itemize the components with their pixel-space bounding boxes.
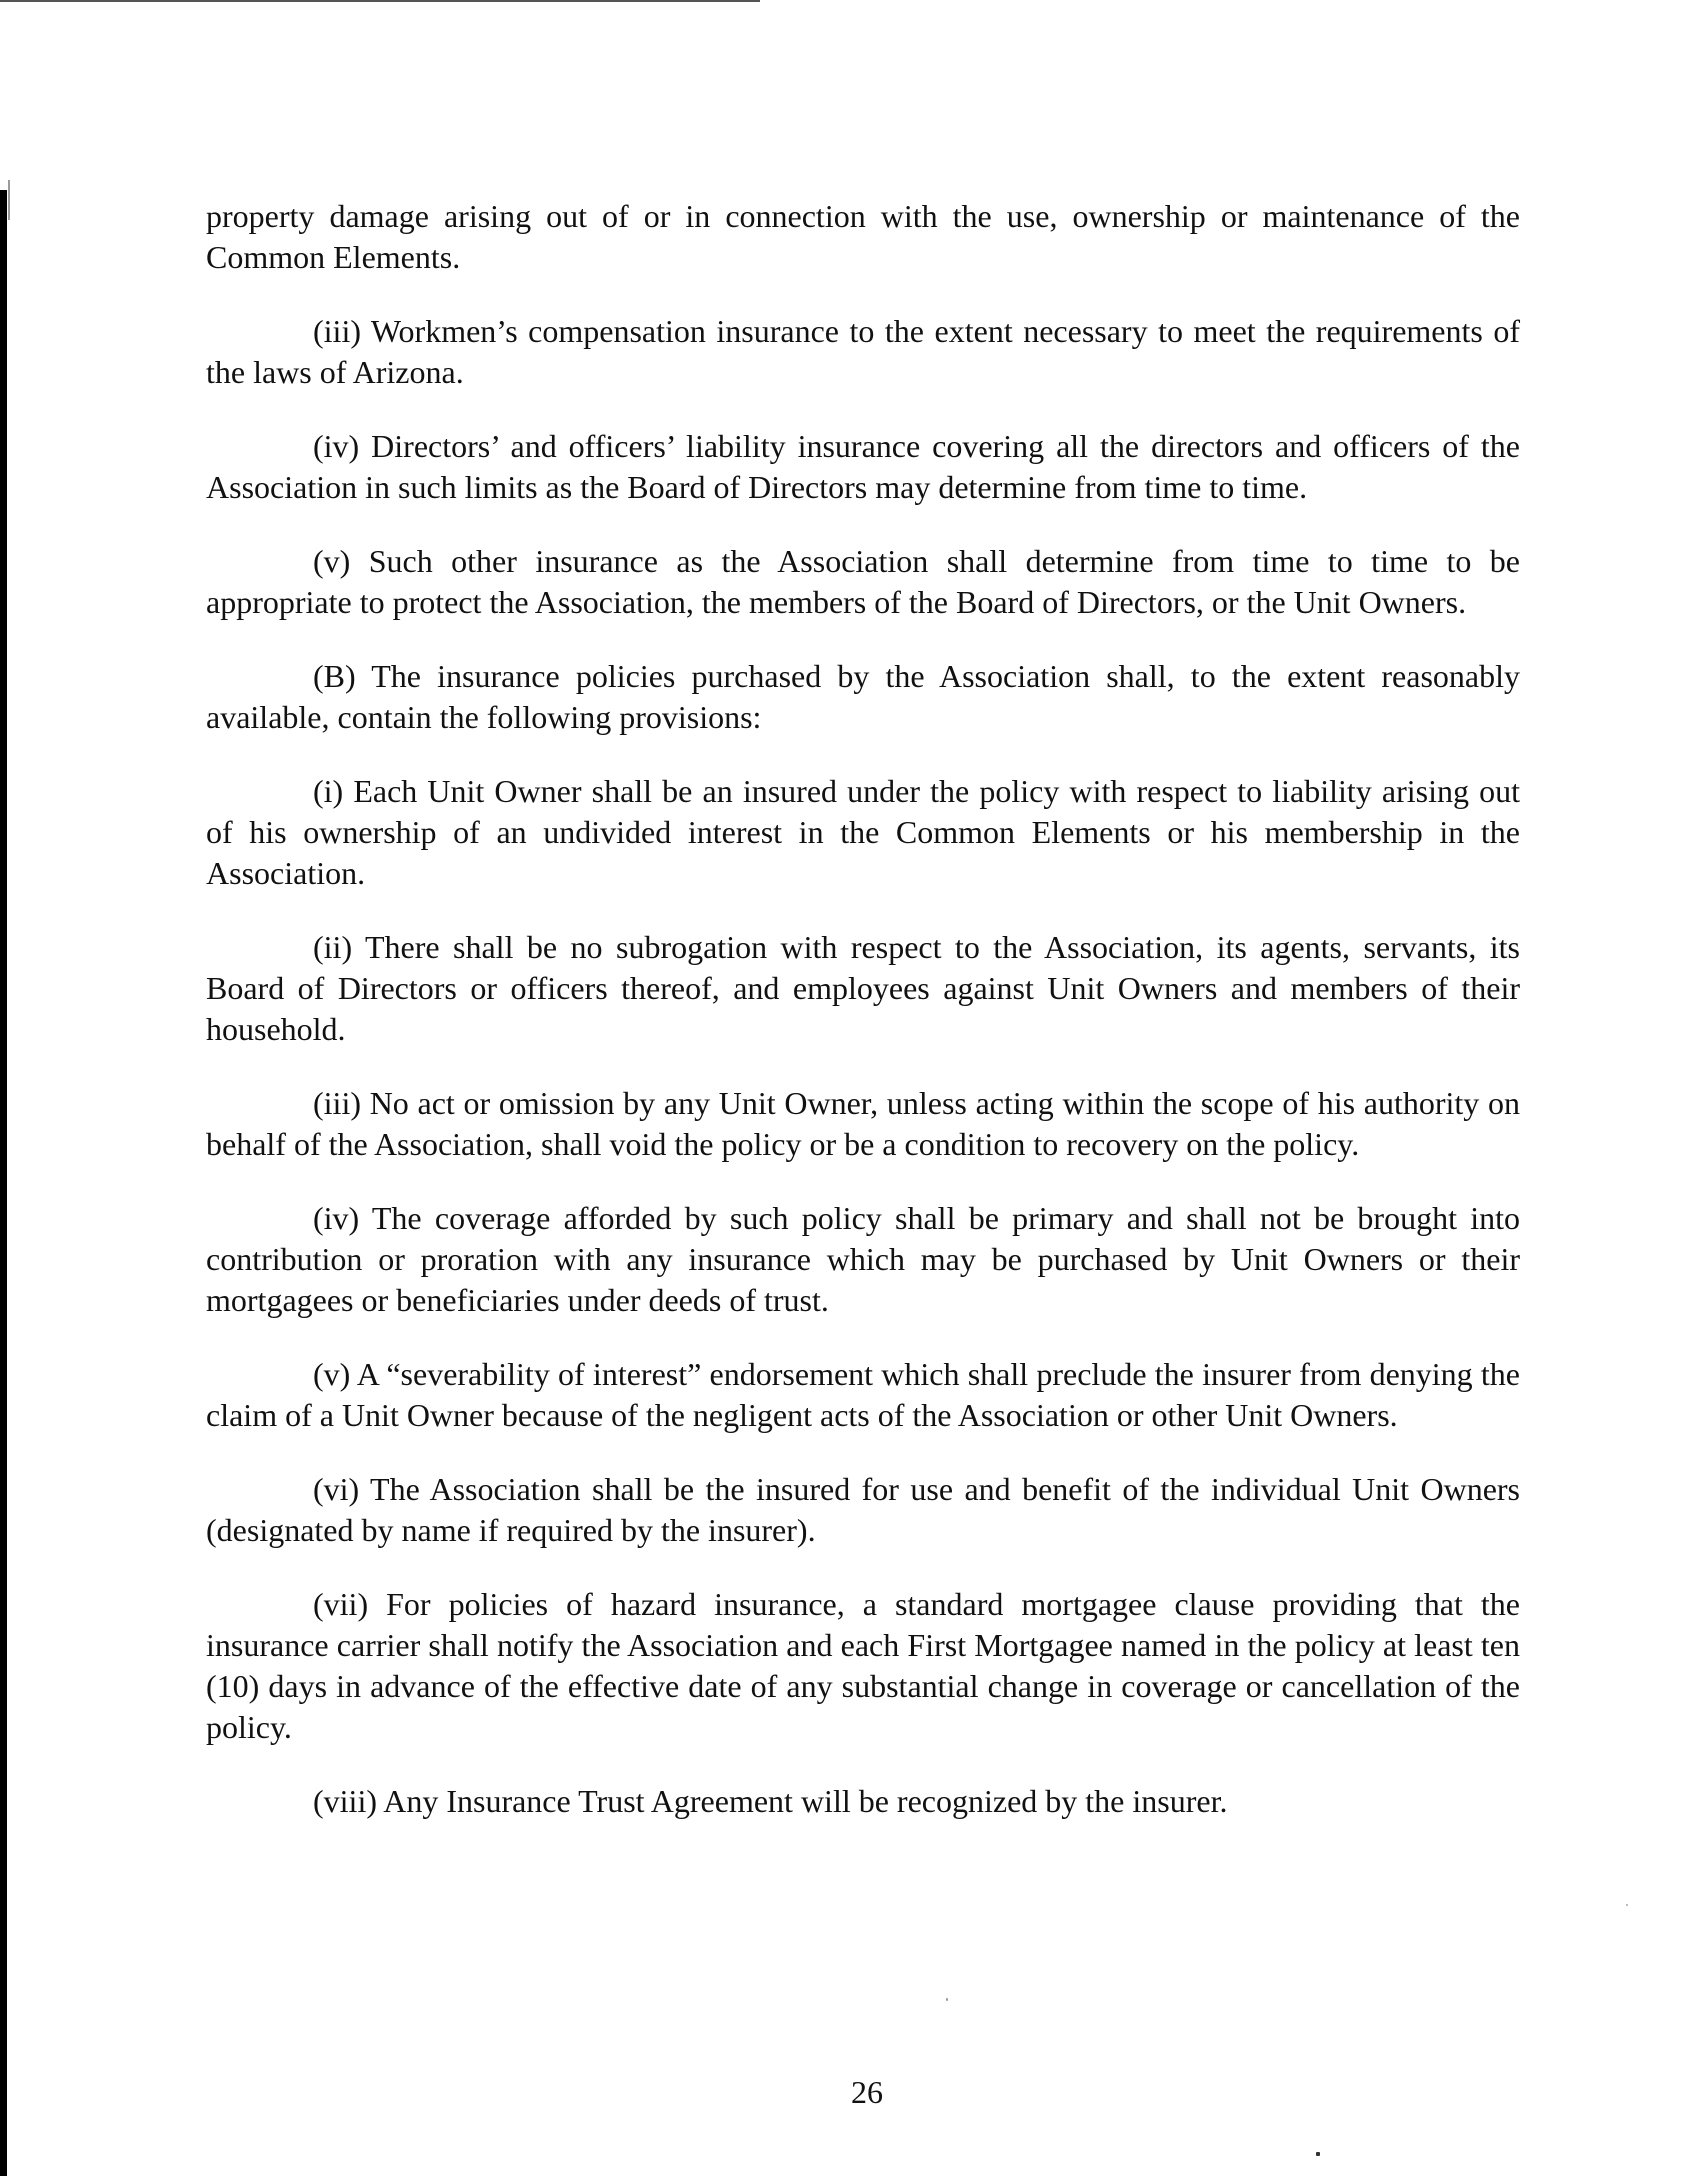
paragraph-continuation: property damage arising out of or in connection with the use, ownership or maintenance of the Common Elements. (206, 198, 1520, 275)
page-number: 26 (851, 2074, 883, 2110)
paragraph-insurance-trust: (viii) Any Insurance Trust Agreement will be recognized by the insurer. (313, 1783, 1228, 1819)
paragraph-no-subrogation: (ii) There shall be no subrogation with respect to the Association, its agents, servants, its Board of Directors or officers thereof, and employees against Unit Owners and members of their household. (206, 929, 1520, 1047)
paragraph-other-insurance: (v) Such other insurance as the Association shall determine from time to time to be appropriate to protect the Association, the members of the Board of Directors, or the Unit Owners. (206, 543, 1520, 620)
paragraph-unit-owner-insured: (i) Each Unit Owner shall be an insured under the policy with respect to liability arising out of his ownership of an undivided interest in the Common Elements or his membership in the Association. (206, 773, 1520, 891)
scan-left-edge-shadow (0, 190, 7, 2176)
scan-left-edge-mark (8, 180, 10, 220)
paragraph-primary-coverage: (iv) The coverage afforded by such policy shall be primary and shall not be brought into contribution or proration with any insurance which may be purchased by Unit Owners or their mortgagees or beneficiaries under deeds of trust. (206, 1200, 1520, 1318)
paragraph-severability: (v) A “severability of interest” endorsement which shall preclude the insurer from denying the claim of a Unit Owner because of the negligent acts of the Association or other Unit Owners. (206, 1356, 1520, 1433)
scan-speck (1626, 1904, 1628, 1906)
document-body (206, 196, 1520, 1855)
paragraph-workmens-compensation: (iii) Workmen’s compensation insurance to the extent necessary to meet the requirements of the laws of Arizona. (206, 313, 1520, 390)
paragraph-policy-provisions: (B) The insurance policies purchased by the Association shall, to the extent reasonably available, contain the following provisions: (206, 658, 1520, 735)
scan-speck (946, 1998, 948, 2001)
paragraph-association-insured: (vi) The Association shall be the insured for use and benefit of the individual Unit Owners (designated by name if required by the insurer). (206, 1471, 1520, 1548)
paragraph-no-void-policy: (iii) No act or omission by any Unit Owner, unless acting within the scope of his authority on behalf of the Association, shall void the policy or be a condition to recovery on the policy. (206, 1085, 1520, 1162)
scan-speck (1316, 2152, 1320, 2156)
paragraph-mortgagee-clause: (vii) For policies of hazard insurance, a standard mortgagee clause providing that the insurance carrier shall notify the Association and each First Mortgagee named in the policy at least ten (10) days in advance of the effective date of any substantial change in coverage or cancellation of the policy. (206, 1586, 1520, 1745)
scan-top-edge-line (0, 0, 760, 2)
paragraph-directors-officers-liability: (iv) Directors’ and officers’ liability insurance covering all the directors and officers of the Association in such limits as the Board of Directors may determine from time to time. (206, 428, 1520, 505)
